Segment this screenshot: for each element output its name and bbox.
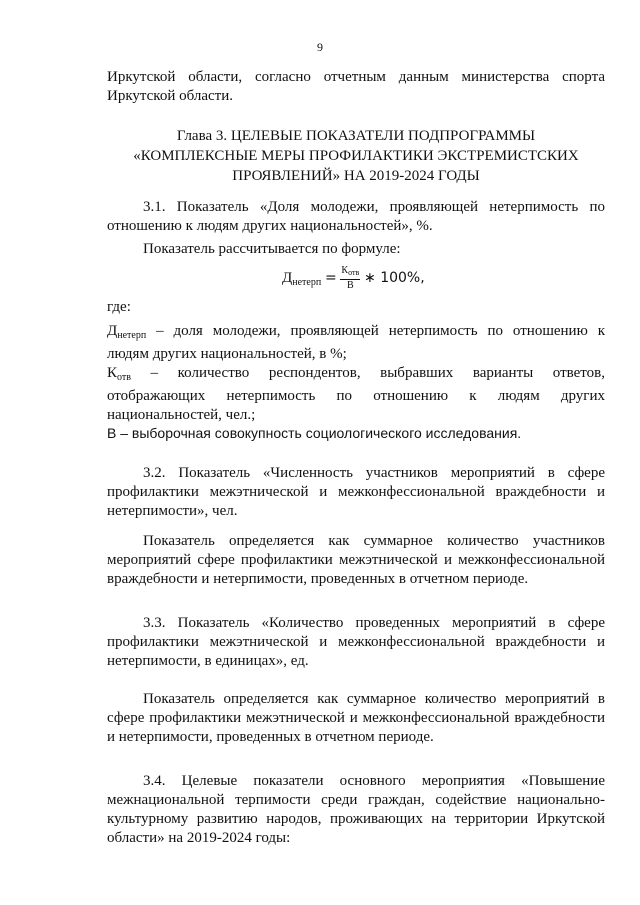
- section-3-2: [107, 464, 605, 521]
- section-3-3-line: профилактики межэтнической и межконфессиональной враждебности и: [107, 634, 605, 650]
- numerator-sub: отв: [348, 268, 360, 277]
- section-3-3-paragraph-line: сфере профилактики межэтнической и межконфессиональной враждебности: [107, 710, 605, 726]
- formula: [282, 265, 425, 292]
- definition-d-line: [107, 322, 605, 345]
- d-symbol: Д: [107, 323, 118, 339]
- formula-numerator: [340, 265, 360, 280]
- definition-k-line: национальностей, чел.;: [107, 407, 256, 423]
- section-3-3-line: нетерпимости, в единицах», ед.: [107, 653, 309, 669]
- k-text: – количество респондентов, выбравших варианты ответов,: [130, 365, 605, 381]
- numerator-symbol: К: [341, 265, 349, 276]
- heading-line: ПРОЯВЛЕНИЙ» НА 2019-2024 ГОДЫ: [232, 168, 480, 184]
- definition-b: В – выборочная совокупность социологического исследования.: [107, 425, 522, 441]
- section-3-4-line: области» на 2019-2024 годы:: [107, 830, 291, 846]
- section-3-2-paragraph-line: мероприятий сфере профилактики межэтнической и межконфессиональной: [107, 552, 605, 568]
- section-3-3-paragraph: [107, 690, 605, 747]
- formula-lhs-sub: нетерп: [292, 276, 322, 288]
- k-symbol: К: [107, 365, 118, 381]
- intro-line: Иркутской области, согласно отчетным данным министерства спорта: [107, 69, 605, 85]
- section-3-2-line: 3.2. Показатель «Численность участников мероприятий в сфере: [143, 465, 605, 481]
- section-3-1-line: отношению к людям других национальностей», %.: [107, 218, 433, 234]
- section-3-2-line: нетерпимости», чел.: [107, 503, 238, 519]
- formula-rest: ∗ 100%,: [364, 269, 425, 286]
- section-3-2-paragraph-line: враждебности и нетерпимости, проведенных в отчетном периоде.: [107, 571, 529, 587]
- definition-k-line: [107, 364, 605, 387]
- formula-equals: =: [324, 269, 337, 286]
- section-3-1-line: 3.1. Показатель «Доля молодежи, проявляющей нетерпимость по: [143, 199, 605, 215]
- definition-k: [107, 364, 605, 425]
- section-3-4-line: 3.4. Целевые показатели основного мероприятия «Повышение: [143, 773, 605, 789]
- section-3-2-line: профилактики межэтнической и межконфессиональной враждебности и: [107, 484, 605, 500]
- section-3-3-paragraph-line: и нетерпимости, проведенных в отчетном периоде.: [107, 729, 434, 745]
- formula-fraction: [340, 265, 360, 292]
- section-3-1: [107, 198, 605, 236]
- section-3-3-line: 3.3. Показатель «Количество проведенных мероприятий в сфере: [143, 615, 605, 631]
- heading-line: «КОМПЛЕКСНЫЕ МЕРЫ ПРОФИЛАКТИКИ ЭКСТРЕМИСТСКИХ: [133, 148, 579, 164]
- definition-k-line: отображающих нетерпимость по отношению к людям других: [107, 388, 605, 404]
- section-3-4: [107, 772, 605, 848]
- formula-intro: Показатель рассчитывается по формуле:: [143, 241, 401, 257]
- formula-denominator: В: [347, 280, 354, 291]
- intro-line: Иркутской области.: [107, 88, 233, 104]
- k-subscript: отв: [117, 372, 131, 383]
- d-subscript: нетерп: [117, 330, 147, 341]
- definition-d: [107, 322, 605, 364]
- definition-d-line: людям других национальностей, в %;: [107, 346, 347, 362]
- chapter-heading: [107, 126, 605, 186]
- section-3-3-paragraph-line: Показатель определяется как суммарное количество мероприятий в: [143, 691, 605, 707]
- intro-paragraph: [107, 68, 605, 106]
- where-label: где:: [107, 299, 131, 315]
- heading-line: Глава 3. ЦЕЛЕВЫЕ ПОКАЗАТЕЛИ ПОДПРОГРАММЫ: [176, 128, 536, 144]
- section-3-3: [107, 614, 605, 671]
- formula-lhs: Д: [282, 269, 293, 286]
- section-3-2-paragraph-line: Показатель определяется как суммарное количество участников: [143, 533, 605, 549]
- d-text: – доля молодежи, проявляющей нетерпимость по отношению к: [146, 323, 605, 339]
- section-3-2-paragraph: [107, 532, 605, 589]
- section-3-4-line: культурному развитию народов, проживающих на территории Иркутской: [107, 811, 605, 827]
- page-number: 9: [317, 40, 323, 54]
- section-3-4-line: межнациональной терпимости среди граждан, содействие национально-: [107, 792, 605, 808]
